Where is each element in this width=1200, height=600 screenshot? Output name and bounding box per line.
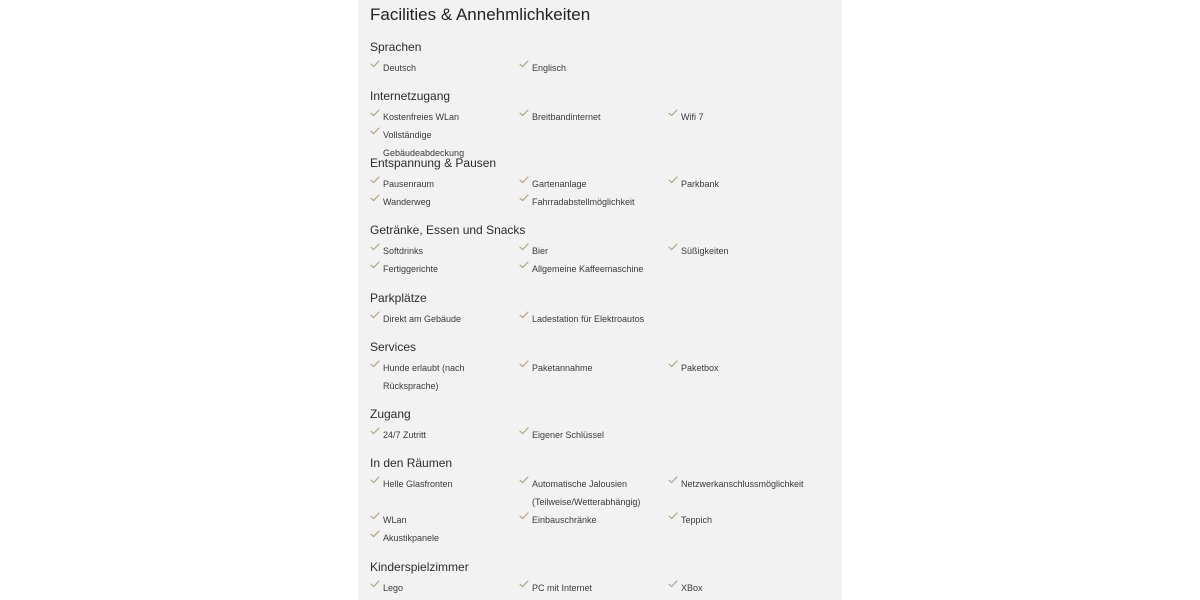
amenity-label: Paketannahme [532,363,593,373]
checkmark-icon [370,511,380,521]
checkmark-icon [519,193,529,203]
checkmark-icon [668,475,678,485]
amenity-label: Automatische Jalousien (Teilweise/Wetterabhängig) [532,479,641,507]
amenity-item [668,175,808,193]
section-title: Entspannung & Pausen [370,156,497,170]
amenity-item [519,511,659,529]
facilities-panel [358,0,842,600]
amenity-item [370,310,510,328]
checkmark-icon [519,475,529,485]
amenity-label: Allgemeine Kaffeemaschine [532,264,644,274]
checkmark-icon [519,579,529,589]
amenity-label: Pausenraum [383,179,435,189]
section-title: Zugang [370,407,411,421]
amenity-item [370,426,510,444]
checkmark-icon [519,242,529,252]
amenity-item [668,108,808,126]
checkmark-icon [370,59,380,69]
amenity-item [668,475,808,493]
amenity-item [668,511,808,529]
amenity-item [519,475,659,511]
amenity-label: Ladestation für Elektroautos [532,314,645,324]
amenity-label: Breitbandinternet [532,112,601,122]
amenity-item [370,260,510,278]
amenity-label: Fahrradabstellmöglichkeit [532,197,635,207]
amenity-label: Direkt am Gebäude [383,314,462,324]
amenity-item [519,260,659,278]
amenity-item [519,310,659,328]
amenity-item [519,242,659,260]
amenity-item [370,59,510,77]
amenity-label: XBox [681,583,703,593]
amenity-label: Helle Glasfronten [383,479,453,489]
section-title: Parkplätze [370,291,427,305]
amenity-label: Englisch [532,63,567,73]
amenity-label: Paketbox [681,363,719,373]
checkmark-icon [519,310,529,320]
checkmark-icon [370,193,380,203]
amenity-label: Bier [532,246,549,256]
checkmark-icon [519,175,529,185]
amenity-item [370,579,510,597]
amenity-item [668,579,808,597]
section-title: Getränke, Essen und Snacks [370,223,526,237]
amenity-label: Lego [383,583,404,593]
checkmark-icon [519,59,529,69]
checkmark-icon [370,126,380,136]
section-title: Sprachen [370,40,422,54]
amenity-label: Wifi 7 [681,112,704,122]
checkmark-icon [370,529,380,539]
checkmark-icon [370,579,380,589]
amenity-label: Teppich [681,515,713,525]
amenity-item [668,359,808,377]
amenity-item [370,359,510,395]
amenity-label: Deutsch [383,63,417,73]
amenity-label: Softdrinks [383,246,424,256]
amenity-label: Akustikpanele [383,533,440,543]
amenity-label: 24/7 Zutritt [383,430,427,440]
checkmark-icon [370,242,380,252]
amenity-label: Wanderweg [383,197,431,207]
checkmark-icon [370,175,380,185]
page-title: Facilities & Annehmlichkeiten [370,5,591,24]
amenity-item [519,359,659,377]
amenity-label: Parkbank [681,179,720,189]
section-title: Kinderspielzimmer [370,560,469,574]
checkmark-icon [519,511,529,521]
amenity-label: Vollständige Gebäudeabdeckung [383,130,465,158]
section-title: Internetzugang [370,89,451,103]
checkmark-icon [668,175,678,185]
checkmark-icon [370,426,380,436]
checkmark-icon [668,579,678,589]
amenity-item [370,511,510,529]
amenity-label: WLan [383,515,407,525]
checkmark-icon [668,511,678,521]
amenity-item [519,175,659,193]
amenity-item [370,242,510,260]
amenity-item [370,475,510,493]
checkmark-icon [370,260,380,270]
amenity-item [519,193,659,211]
amenity-item [370,193,510,211]
amenity-item [519,426,659,444]
checkmark-icon [370,475,380,485]
amenity-label: Süßigkeiten [681,246,729,256]
amenity-label: Netzwerkanschlussmöglichkeit [681,479,804,489]
checkmark-icon [519,426,529,436]
checkmark-icon [519,108,529,118]
amenity-item [370,175,510,193]
amenity-label: PC mit Internet [532,583,593,593]
amenity-item [668,242,808,260]
amenity-label: Einbauschränke [532,515,597,525]
amenity-item [519,579,659,597]
amenity-label: Eigener Schlüssel [532,430,605,440]
amenity-label: Hunde erlaubt (nach Rücksprache) [383,363,465,391]
checkmark-icon [519,260,529,270]
amenity-label: Gartenanlage [532,179,587,189]
checkmark-icon [370,359,380,369]
checkmark-icon [519,359,529,369]
amenity-label: Fertiggerichte [383,264,439,274]
checkmark-icon [668,108,678,118]
amenity-label: Kostenfreies WLan [383,112,460,122]
amenity-item [370,529,510,547]
section-title: Services [370,340,417,354]
amenity-item [519,108,659,126]
checkmark-icon [668,359,678,369]
section-title: In den Räumen [370,456,453,470]
amenity-item [519,59,659,77]
checkmark-icon [370,310,380,320]
checkmark-icon [370,108,380,118]
checkmark-icon [668,242,678,252]
amenity-item [370,108,510,126]
